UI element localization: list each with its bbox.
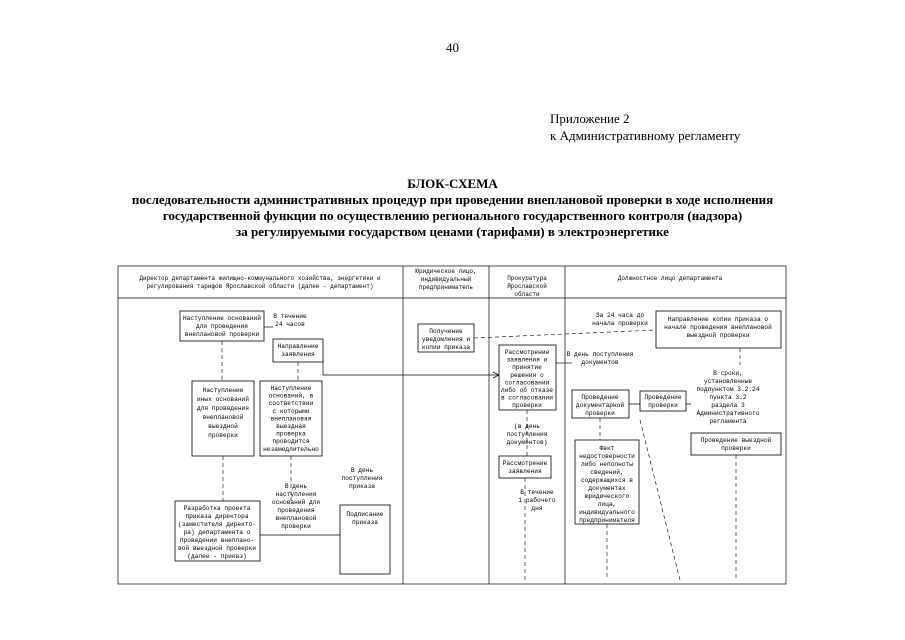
label-line: решения о	[510, 371, 544, 379]
label-line: (в день	[514, 423, 540, 430]
label-line: (далее - приказ)	[187, 553, 247, 560]
label-line: проверки	[208, 432, 238, 439]
label-line: дня	[531, 505, 543, 512]
label-line: 1 рабочего	[518, 497, 556, 504]
label-line: проверка	[276, 430, 306, 438]
label-deadline	[696, 370, 759, 425]
label-line: выездной	[208, 423, 238, 430]
label-line: для проведения	[196, 323, 248, 330]
label-line: заявления	[508, 468, 542, 475]
label-line: либо об отказе	[501, 387, 553, 394]
label-line: оснований для	[271, 499, 321, 506]
label-send-statement	[278, 343, 319, 358]
label-line: сведений,	[590, 469, 624, 476]
label-line: Направление	[277, 343, 319, 350]
label-line: индивидуальный	[420, 276, 472, 283]
label-line: проводится	[272, 438, 310, 446]
label-hours24	[592, 312, 648, 327]
label-line: проведения	[277, 507, 315, 514]
label-line: внеплановой	[275, 515, 317, 522]
title-line-3: за регулируемыми государством ценами (тарифами) в электроэнергетике	[236, 224, 669, 239]
label-line: приказа	[349, 483, 375, 490]
label-line: Получение	[429, 328, 463, 335]
label-line: заявления	[281, 351, 315, 358]
label-line: регулирования тарифов Ярославской области (далее - департамент)	[146, 283, 374, 290]
label-line: подпунктом 3.2.24	[696, 386, 760, 393]
label-line: регламента	[709, 418, 747, 425]
label-line: индивидуального	[579, 509, 635, 516]
label-line: В день поступления	[566, 351, 634, 358]
label-day-grounds	[272, 483, 321, 530]
label-review	[501, 349, 553, 409]
label-day-order	[342, 467, 383, 490]
label-line: приказа директора	[185, 513, 249, 520]
label-line: Юридическое лицо,	[415, 268, 477, 275]
label-line: с которыми	[272, 407, 310, 415]
label-line: для проведения	[197, 405, 249, 412]
label-within24	[273, 313, 307, 328]
label-line: Должностное лицо департамента	[617, 275, 723, 282]
header-entity	[415, 268, 476, 291]
label-line: пункта 3.2	[709, 394, 747, 401]
label-line: Проведение выездной	[700, 437, 772, 444]
label-line: вой выездной проверки	[178, 545, 256, 552]
title-line-1: последовательности административных процедур при проведении внеплановой проверки в ходе исполнения	[131, 192, 774, 207]
label-line: В сроки,	[713, 370, 743, 377]
header-official	[618, 275, 723, 282]
label-line: Административного	[696, 410, 760, 417]
header-director	[139, 275, 381, 290]
label-line: выездной проверки	[686, 332, 750, 339]
label-line: Проведение	[644, 394, 682, 401]
label-line: внеплановая	[270, 415, 312, 423]
appendix-line-2: к Административному регламенту	[550, 128, 741, 143]
label-line: проверки	[512, 402, 542, 410]
label-line: принятие	[512, 364, 542, 372]
label-line: предприниматель	[418, 284, 474, 291]
connector	[640, 420, 680, 580]
label-line: в согласовании	[501, 394, 553, 402]
label-draft-order	[178, 505, 256, 560]
label-line: (заместителя директо-	[178, 521, 256, 528]
page-number: 40	[446, 40, 459, 55]
label-line: выездная	[276, 423, 306, 430]
label-line: документов)	[506, 439, 548, 446]
label-line: проверки	[648, 402, 678, 409]
label-line: Рассмотрение	[504, 349, 550, 356]
label-line: 24 часов	[275, 321, 305, 328]
label-line: Наступление	[270, 385, 312, 392]
label-line: наступления	[275, 491, 317, 498]
label-line: либо неполноты	[581, 461, 633, 468]
label-line: проверки	[585, 410, 615, 417]
label-line: документарной	[575, 402, 625, 409]
label-line: копии приказа	[421, 344, 471, 351]
label-line: Рассмотрение	[502, 460, 548, 467]
label-line: ра) департамента о	[183, 529, 251, 536]
title-heading: БЛОК-СХЕМА	[407, 176, 498, 191]
label-line: уведомления и	[421, 336, 471, 343]
label-day-receipt	[567, 351, 634, 366]
label-line: начале проведения внеплановой	[664, 324, 772, 331]
label-line: документах	[588, 485, 626, 492]
label-line: Наступление	[202, 387, 244, 394]
label-line: За 24 часа до	[595, 312, 645, 319]
header-prosecutor	[507, 275, 547, 298]
label-line: согласовании	[504, 379, 550, 387]
label-line: раздела 3	[711, 402, 745, 409]
label-line: начала проверки	[592, 320, 648, 327]
label-line: установленные	[703, 378, 753, 385]
label-line: поступления	[506, 431, 548, 438]
label-line: документов	[581, 359, 619, 366]
label-line: поступления	[341, 475, 383, 482]
label-line: соответствии	[268, 400, 314, 408]
label-line: предпринимателя	[579, 517, 635, 524]
appendix-line-1: Приложение 2	[550, 111, 630, 126]
label-line: Директор департамента жилищно-коммунального хозяйства, энергетики и	[139, 275, 381, 282]
label-line: В день	[350, 467, 374, 474]
label-line: иных оснований	[197, 396, 249, 403]
label-check-short	[644, 394, 681, 409]
label-line: Наступление оснований	[183, 315, 261, 322]
label-line: области	[514, 291, 540, 298]
label-line: приказа	[352, 519, 378, 526]
label-line: Проведение	[581, 394, 619, 401]
label-line: недостоверности	[579, 453, 635, 460]
label-within-day	[518, 489, 555, 512]
label-line: Подписание	[346, 511, 384, 518]
label-line: В течение	[520, 489, 554, 496]
label-line: заявления и	[506, 356, 548, 364]
label-line: Направление копии приказа о	[667, 316, 769, 323]
label-line: внеплановой проверки	[184, 331, 260, 338]
label-line: юридического	[584, 493, 630, 500]
label-line: проверки	[281, 523, 311, 530]
label-review-statement	[503, 460, 548, 475]
label-line: оснований, в	[268, 392, 314, 400]
label-line: незамедлительно	[263, 445, 319, 453]
label-line: Ярославской	[507, 283, 547, 290]
label-line: содержащихся в	[581, 477, 633, 484]
label-line: В течение	[273, 313, 307, 320]
label-line: лица,	[597, 501, 617, 508]
label-line: проверки	[721, 445, 751, 452]
label-line: внеплановой	[202, 414, 244, 421]
label-line: Факт	[599, 445, 615, 452]
label-line: В день	[284, 483, 308, 490]
label-line: Прокуратура	[507, 275, 547, 282]
title-line-2: государственной функции по осуществлению регионального государственного контроля (надзора)	[162, 208, 743, 223]
label-line: проведении внепланo-	[179, 537, 255, 544]
label-line: Разработка проекта	[183, 505, 251, 512]
